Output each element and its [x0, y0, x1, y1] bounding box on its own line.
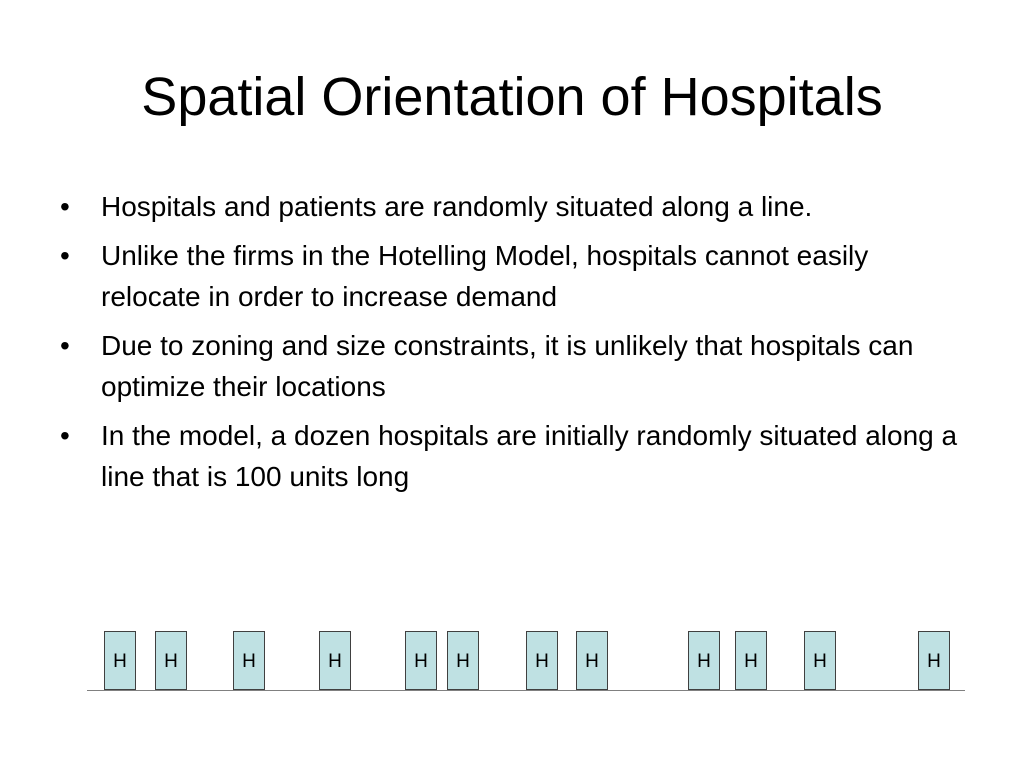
slide-title: Spatial Orientation of Hospitals — [141, 67, 883, 127]
bullet-marker: • — [60, 191, 70, 222]
hospital-box: H — [526, 631, 558, 690]
bullet-text: Due to zoning and size constraints, it is unlikely that hospitals can optimize their locations — [101, 330, 914, 402]
bullet-marker: • — [60, 330, 70, 361]
hospital-box: H — [405, 631, 437, 690]
bullet-item — [60, 186, 960, 227]
hospital-box: H — [447, 631, 479, 690]
bullet-text: Unlike the firms in the Hotelling Model, hospitals cannot easily relocate in order to increase demand — [101, 240, 869, 312]
bullet-item — [60, 325, 960, 407]
hospital-box: H — [319, 631, 351, 690]
hospital-box: H — [735, 631, 767, 690]
hospital-box: H — [804, 631, 836, 690]
bullet-marker: • — [60, 420, 70, 451]
hospital-box: H — [233, 631, 265, 690]
hospital-box: H — [688, 631, 720, 690]
hospital-box: H — [918, 631, 950, 690]
bullet-list — [60, 186, 960, 505]
bullet-item — [60, 235, 960, 317]
hospital-box: H — [155, 631, 187, 690]
bullet-text: In the model, a dozen hospitals are initially randomly situated along a line that is 100 units long — [101, 420, 958, 492]
bullet-text: Hospitals and patients are randomly situated along a line. — [101, 191, 813, 222]
bullet-marker: • — [60, 240, 70, 271]
baseline — [87, 690, 965, 691]
hospital-box: H — [576, 631, 608, 690]
bullet-item — [60, 415, 960, 497]
hospital-box: H — [104, 631, 136, 690]
